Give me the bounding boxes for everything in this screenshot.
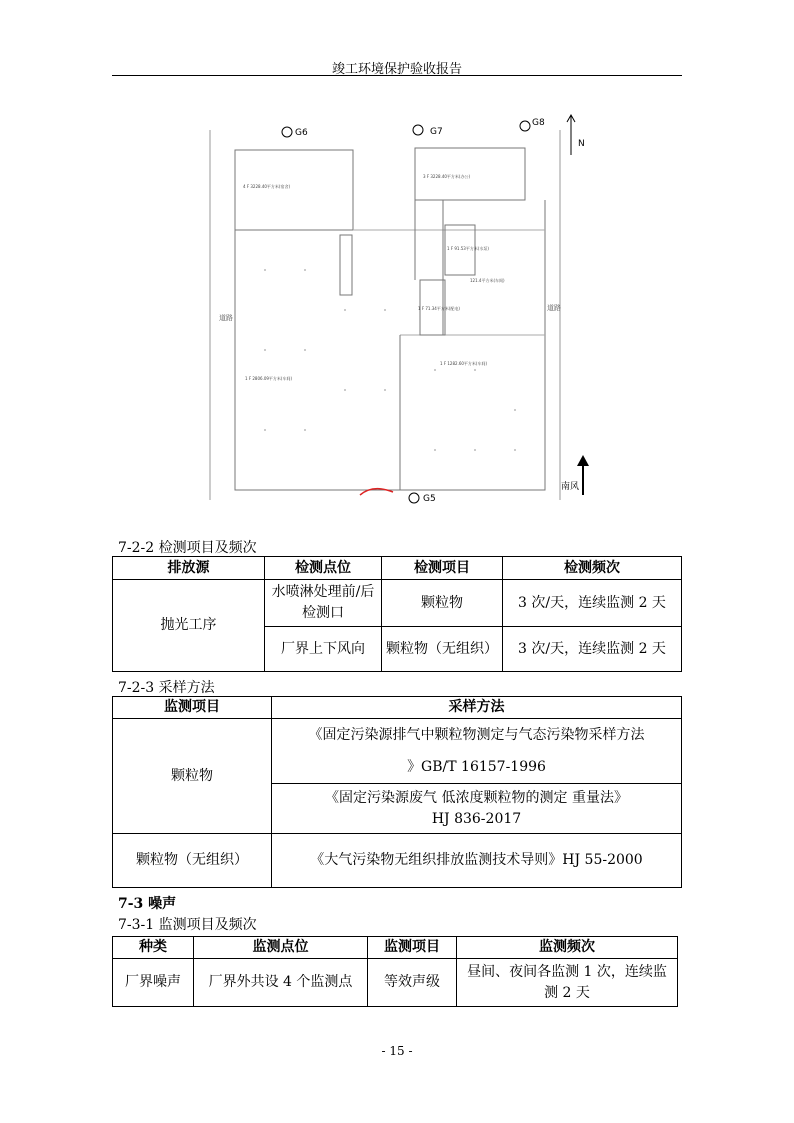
monitoring-points: [282, 121, 530, 503]
cell-item-1: 颗粒物: [382, 580, 503, 627]
column-dots: [264, 269, 516, 451]
point-g8-marker: [520, 121, 530, 131]
map-label: 1 F 91.53平方米(水泵): [447, 246, 489, 251]
noise-table: [112, 936, 678, 1007]
section-heading-7-3: [118, 893, 176, 913]
cell-freq-1: 3 次/天，连续监测 2 天: [503, 580, 682, 627]
cell-item-fugitive: 颗粒物（无组织）: [113, 834, 272, 888]
cell-item-2: 颗粒物（无组织）: [382, 627, 503, 672]
cell-item-particulate: 颗粒物: [113, 719, 272, 834]
map-label: 4 F 3228.40平方米(宿舍): [243, 184, 291, 189]
cell-source: 抛光工序: [113, 580, 265, 672]
site-map: [205, 110, 610, 510]
th-noise-point: 监测点位: [194, 937, 368, 959]
cell-method-2: [272, 784, 682, 834]
map-label: 1 F 2806.09平方米(车间): [245, 376, 293, 381]
north-arrow: [567, 115, 585, 155]
th-source: 排放源: [113, 557, 265, 580]
detection-table: [112, 556, 682, 672]
method-2-line-a: 《固定污染源废气 低浓度颗粒物的测定 重量法》: [325, 789, 628, 806]
cell-method-1: [272, 719, 682, 784]
th-sampling-method: 采样方法: [272, 697, 682, 719]
wind-label: 南风: [561, 482, 580, 492]
th-monitor-item: 监测项目: [113, 697, 272, 719]
cell-noise-freq: 昼间、夜间各监测 1 次，连续监测 2 天: [457, 959, 678, 1007]
sampling-table: [112, 696, 682, 888]
road-label-left: 道路: [219, 314, 233, 322]
cell-point-2: 厂界上下风向: [265, 627, 382, 672]
page-number: - 15 -: [381, 1044, 413, 1058]
map-label: 1 F 1282.60平方米(车间): [440, 361, 488, 366]
point-g8-label: G8: [532, 118, 545, 128]
map-label: 1 F 71.34平方米(配电): [418, 306, 460, 311]
th-type: 种类: [113, 937, 194, 959]
point-g7-marker: [413, 125, 423, 135]
th-freq: 检测频次: [503, 557, 682, 580]
th-point: 检测点位: [265, 557, 382, 580]
th-item: 检测项目: [382, 557, 503, 580]
point-g6-marker: [282, 127, 292, 137]
section-title-7-2-3: 7-2-3 采样方法: [118, 680, 215, 696]
point-g7-label: G7: [430, 127, 443, 137]
point-g5-label: G5: [423, 494, 436, 504]
cell-point-1: 水喷淋处理前/后检测口: [265, 580, 382, 627]
cell-method-3: 《大气污染物无组织排放监测技术导则》HJ 55-2000: [272, 834, 682, 888]
header-rule: [112, 75, 682, 76]
north-label: N: [578, 139, 585, 149]
page-header: 竣工环境保护验收报告: [331, 62, 462, 77]
th-noise-freq: 监测频次: [457, 937, 678, 959]
section-title-7-2-2: 7-2-2 检测项目及频次: [118, 540, 257, 556]
section-title-7-3-1: 7-3-1 监测项目及频次: [118, 917, 257, 933]
cell-freq-2: 3 次/天，连续监测 2 天: [503, 627, 682, 672]
method-1-line-a: 《固定污染源排气中颗粒物测定与气态污染物采样方法: [308, 727, 645, 743]
map-label: 3 F 3228.40平方米(办公): [423, 174, 471, 179]
method-2-line-b: HJ 836-2017: [431, 810, 522, 827]
site-outline: [235, 148, 545, 490]
wind-arrow: [561, 455, 589, 495]
road-label-right: 道路: [547, 304, 561, 312]
section-name: 噪声: [148, 896, 177, 912]
method-1-line-b: 》GB/T 16157-1996: [407, 759, 546, 775]
point-g6-label: G6: [295, 128, 308, 138]
cell-noise-item: 等效声级: [368, 959, 457, 1007]
section-number: 7-3: [118, 896, 144, 912]
cell-noise-point: 厂界外共设 4 个监测点: [194, 959, 368, 1007]
th-noise-item: 监测项目: [368, 937, 457, 959]
map-label: 121.4平方米(车间): [470, 278, 505, 283]
cell-noise-type: 厂界噪声: [113, 959, 194, 1007]
point-g5-marker: [409, 493, 419, 503]
